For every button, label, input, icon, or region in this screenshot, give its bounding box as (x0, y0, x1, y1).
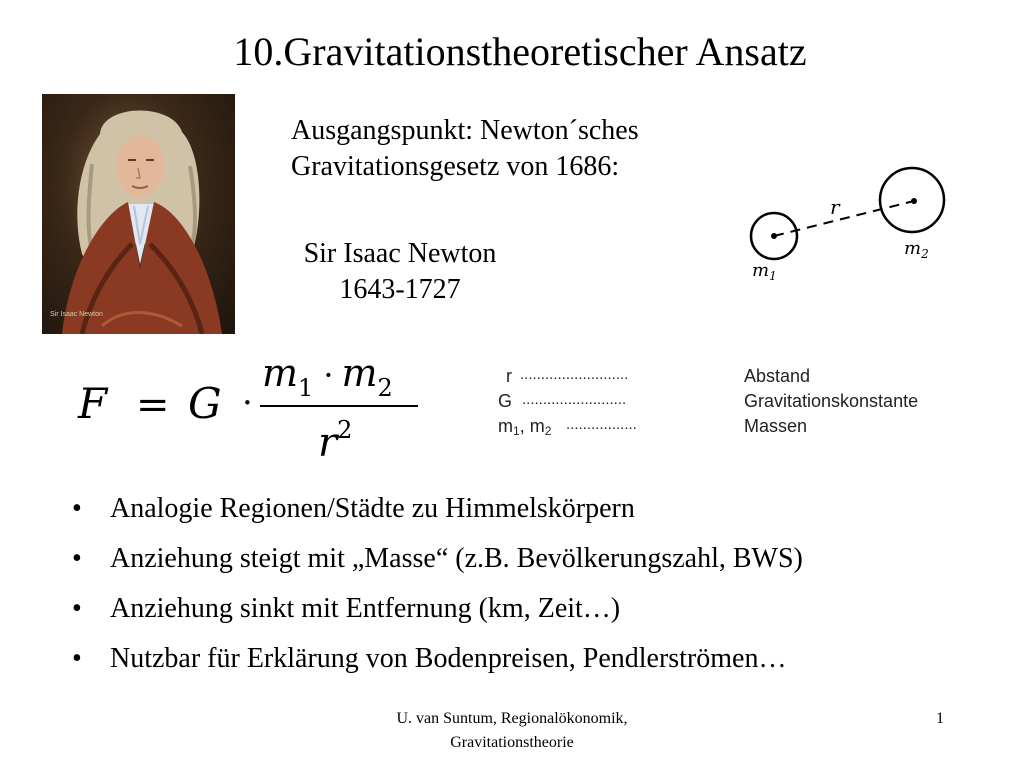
intro-text (291, 113, 639, 185)
bullet-item: • Anziehung sinkt mit Entfernung (km, Zeit…) (72, 584, 1002, 634)
formula-lhs: F (78, 379, 108, 428)
legend-dots: ......................... (522, 391, 627, 408)
legend-row (498, 389, 968, 414)
newton-years: 1643-1727 (339, 274, 461, 305)
footer-line-2: Gravitationstheorie (450, 734, 574, 751)
formula-dot: · (242, 383, 253, 423)
legend-symbol: $m_1$, $m_2$ (498, 416, 552, 438)
gravitation-diagram (738, 150, 960, 302)
bullet-list (72, 484, 1002, 684)
footer-line-1: U. van Suntum, Regionalökonomik, (396, 710, 628, 727)
legend-description: Abstand (744, 366, 811, 386)
bullet-item: • Analogie Regionen/Städte zu Himmelskörpern (72, 484, 1002, 534)
distance-line (774, 201, 914, 236)
legend-symbol: r (506, 366, 512, 386)
legend-symbol: G (498, 391, 513, 411)
distance-label: r (830, 195, 840, 219)
mass-1-label: $m_1$ (752, 260, 777, 283)
newton-name: Sir Isaac Newton (303, 238, 497, 269)
gravitation-formula (72, 352, 432, 468)
portrait-caption: Sir Isaac Newton (50, 311, 103, 318)
bullet-item: • Nutzbar für Erklärung von Bodenpreisen, Pendlerströmen… (72, 634, 1002, 684)
formula-denominator: $r^2$ (318, 416, 353, 466)
legend-row (498, 414, 968, 439)
legend-dots: .......................... (520, 366, 629, 383)
formula-constant: G (188, 379, 222, 428)
page-number: 1 (936, 710, 944, 727)
legend-description: Massen (744, 416, 808, 436)
slide-footer (300, 707, 724, 755)
intro-line-1: Ausgangspunkt: Newton´sches (291, 115, 639, 146)
newton-caption (262, 236, 538, 308)
legend-description: Gravitationskonstante (744, 391, 919, 411)
legend-dots: ................. (566, 416, 637, 433)
formula-legend (498, 364, 968, 444)
formula-equals: = (136, 382, 170, 428)
bullet-item: • Anziehung steigt mit „Masse“ (z.B. Bevölkerungszahl, BWS) (72, 534, 1002, 584)
intro-line-2: Gravitationsgesetz von 1686: (291, 151, 620, 182)
slide-title: 10.Gravitationstheoretischer Ansatz (233, 29, 807, 74)
newton-portrait (42, 94, 235, 334)
mass-2-label: $m_2$ (904, 238, 929, 261)
formula-numerator: $m_1$ · $m_2$ (262, 352, 393, 402)
legend-row (498, 364, 968, 389)
